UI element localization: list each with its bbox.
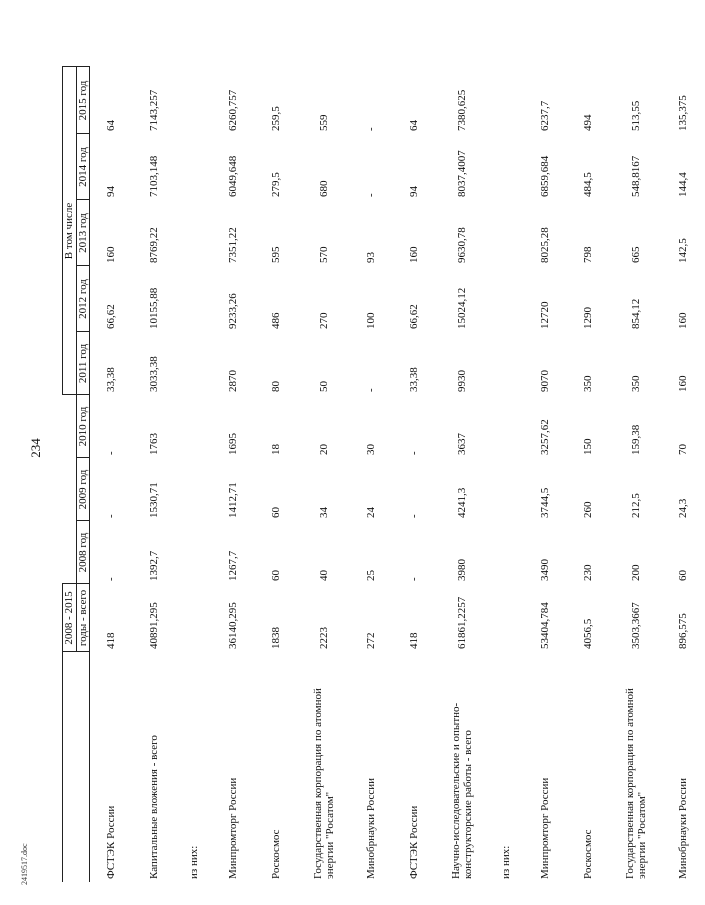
row-value: 9630,78: [455, 227, 468, 263]
header-year: 2014 год: [76, 134, 90, 200]
row-value: 9070: [539, 369, 552, 392]
table-body: [90, 67, 705, 882]
row-value: 24,3: [677, 498, 690, 518]
row-value: 548,8167: [629, 155, 642, 197]
row-value: [176, 266, 212, 332]
row-value: 6237,7: [539, 100, 552, 131]
row-value: 7143,257: [148, 89, 161, 131]
row-value: 66,62: [408, 304, 421, 329]
row-value: 20: [317, 444, 330, 455]
row-label: ФСТЭК России: [408, 805, 421, 879]
row-value: -: [105, 451, 118, 455]
row-value: [176, 395, 212, 458]
table-row: [176, 67, 212, 882]
row-value: 142,5: [677, 238, 690, 263]
row-value: 135,375: [677, 95, 690, 131]
row-value: 4241,3: [455, 487, 468, 518]
row-value: 259,5: [270, 106, 283, 131]
table-row: [436, 67, 488, 882]
row-value: 6049,648: [227, 155, 240, 197]
row-value: 1290: [582, 306, 595, 329]
row-value: 3033,38: [148, 356, 161, 392]
row-value: 270: [317, 312, 330, 329]
row-value: [488, 521, 524, 584]
row-value: 160: [408, 246, 421, 263]
row-value: 100: [365, 312, 378, 329]
table-row: [298, 67, 350, 882]
row-value: [488, 584, 524, 652]
row-value: -: [365, 193, 378, 197]
row-value: 40: [317, 570, 330, 581]
row-value: 513,55: [629, 100, 642, 131]
row-value: -: [408, 577, 421, 581]
row-value: -: [408, 451, 421, 455]
row-label: Минобрнауки России: [365, 778, 378, 879]
row-value: 33,38: [408, 367, 421, 392]
row-label: Минпромторг России: [227, 777, 240, 879]
row-value: 8025,28: [539, 227, 552, 263]
row-value: [176, 458, 212, 521]
row-value: 494: [582, 114, 595, 131]
row-value: 484,5: [582, 172, 595, 197]
row-value: 260: [582, 501, 595, 518]
table-row: [255, 67, 298, 882]
rotated-table-container: [62, 67, 690, 882]
row-value: 212,5: [629, 493, 642, 518]
table-row: [488, 67, 524, 882]
table-row: [393, 67, 436, 882]
table-row: [133, 67, 176, 882]
row-value: 272: [365, 632, 378, 649]
header-total-bottom: годы - всего: [76, 584, 90, 652]
row-value: 144,4: [677, 172, 690, 197]
row-value: [488, 458, 524, 521]
row-value: 665: [629, 246, 642, 263]
row-value: 15024,12: [455, 287, 468, 329]
row-value: 53404,784: [539, 602, 552, 649]
row-value: 60: [270, 507, 283, 518]
row-value: 3503,3667: [629, 602, 642, 649]
row-value: -: [365, 127, 378, 131]
header-year: 2013 год: [76, 200, 90, 266]
table-row: [350, 67, 393, 882]
header-year: 2010 год: [76, 395, 90, 458]
row-value: 3980: [455, 559, 468, 581]
row-value: 64: [105, 119, 118, 131]
row-value: 8037,4007: [455, 150, 468, 197]
row-label: Научно-исследовательские и опытно-конструкторские работы - всего: [449, 702, 475, 879]
table-row: [90, 67, 134, 882]
row-value: 350: [582, 375, 595, 392]
row-label: Государственная корпорация по атомной энергии "Росатом": [623, 688, 649, 879]
row-value: 486: [270, 312, 283, 329]
row-value: 40891,295: [148, 602, 161, 649]
header-total-top: 2008 - 2015: [63, 584, 77, 652]
row-label: Капитальные вложения - всего: [148, 735, 161, 879]
header-year: 2009 год: [76, 458, 90, 521]
row-value: [488, 332, 524, 395]
row-value: 1267,7: [227, 550, 240, 581]
row-value: 595: [270, 246, 283, 263]
header-year: 2015 год: [76, 67, 90, 134]
row-value: 279,5: [270, 172, 283, 197]
row-value: 230: [582, 564, 595, 581]
row-value: 7103,148: [148, 155, 161, 197]
row-value: [488, 200, 524, 266]
row-value: 1838: [270, 627, 283, 649]
row-value: -: [105, 577, 118, 581]
funding-table: [62, 66, 705, 882]
row-value: 854,12: [629, 298, 642, 329]
row-value: 1392,7: [148, 550, 161, 581]
row-value: 80: [270, 380, 283, 392]
row-value: [176, 521, 212, 584]
table-row: [567, 67, 610, 882]
row-value: 9233,26: [227, 293, 240, 329]
row-value: 160: [677, 375, 690, 392]
row-value: 25: [365, 570, 378, 581]
row-value: 30: [365, 444, 378, 455]
row-value: 60: [677, 570, 690, 581]
row-value: 896,575: [677, 613, 690, 649]
row-value: 3637: [455, 433, 468, 455]
row-value: 150: [582, 438, 595, 455]
row-value: 36140,295: [227, 602, 240, 649]
row-value: 3490: [539, 559, 552, 581]
row-value: 1763: [148, 433, 161, 455]
row-value: [488, 134, 524, 200]
row-value: 160: [677, 312, 690, 329]
row-label: Государственная корпорация по атомной энергии "Росатом": [311, 688, 337, 879]
table-row: [610, 67, 662, 882]
row-value: [176, 67, 212, 134]
row-value: 4056,5: [582, 618, 595, 649]
row-label: Минобрнауки России: [677, 778, 690, 879]
row-value: 2870: [227, 369, 240, 392]
row-value: [488, 266, 524, 332]
row-value: [176, 584, 212, 652]
row-value: 559: [317, 114, 330, 131]
row-value: 33,38: [105, 367, 118, 392]
row-label: из них:: [499, 845, 512, 879]
row-value: 2223: [317, 627, 330, 649]
table-row: [662, 67, 705, 882]
header-spacer: [63, 395, 77, 584]
row-value: 7351,22: [227, 227, 240, 263]
row-label: Минпромторг России: [539, 777, 552, 879]
row-value: 10155,88: [148, 287, 161, 329]
header-blank-cell: [63, 652, 90, 882]
header-year: 2011 год: [76, 332, 90, 395]
row-value: 680: [317, 180, 330, 197]
row-value: 1530,71: [148, 482, 161, 518]
row-value: 94: [105, 185, 118, 197]
row-value: 6859,684: [539, 155, 552, 197]
row-value: 1412,71: [227, 482, 240, 518]
row-value: -: [365, 388, 378, 392]
row-value: 18: [270, 444, 283, 455]
row-value: [176, 200, 212, 266]
header-year: 2012 год: [76, 266, 90, 332]
row-value: 6260,757: [227, 89, 240, 131]
row-value: 34: [317, 507, 330, 518]
row-value: 350: [629, 375, 642, 392]
row-value: 418: [408, 632, 421, 649]
table-row: [212, 67, 255, 882]
row-value: 64: [408, 119, 421, 131]
row-value: 70: [677, 444, 690, 455]
row-value: 9930: [455, 369, 468, 392]
row-value: 159,38: [629, 424, 642, 455]
row-value: 3744,5: [539, 487, 552, 518]
document-id: 2419517.doc: [20, 843, 29, 885]
row-value: 200: [629, 564, 642, 581]
row-value: 7380,625: [455, 89, 468, 131]
row-value: -: [408, 514, 421, 518]
row-label: Роскосмос: [270, 829, 283, 879]
row-value: 1695: [227, 433, 240, 455]
header-in-that-number: В том числе: [63, 67, 77, 395]
row-value: -: [105, 514, 118, 518]
row-value: 61861,2257: [455, 596, 468, 649]
row-value: 160: [105, 246, 118, 263]
row-value: 66,62: [105, 304, 118, 329]
row-value: 93: [365, 251, 378, 263]
page-number: 234: [28, 438, 43, 458]
header-year: 2008 год: [76, 521, 90, 584]
row-value: 3257,62: [539, 419, 552, 455]
table-row: [524, 67, 567, 882]
row-value: 570: [317, 246, 330, 263]
row-value: 418: [105, 632, 118, 649]
row-value: [176, 134, 212, 200]
row-value: 24: [365, 507, 378, 518]
row-value: 798: [582, 246, 595, 263]
row-label: ФСТЭК России: [105, 805, 118, 879]
row-value: [488, 395, 524, 458]
row-value: [176, 332, 212, 395]
row-value: 8769,22: [148, 227, 161, 263]
row-value: 12720: [539, 301, 552, 329]
row-value: 60: [270, 570, 283, 581]
row-label: Роскосмос: [582, 829, 595, 879]
table-header: [63, 67, 90, 882]
row-label: из них:: [187, 845, 200, 879]
row-value: [488, 67, 524, 134]
row-value: 94: [408, 185, 421, 197]
row-value: 50: [317, 380, 330, 392]
